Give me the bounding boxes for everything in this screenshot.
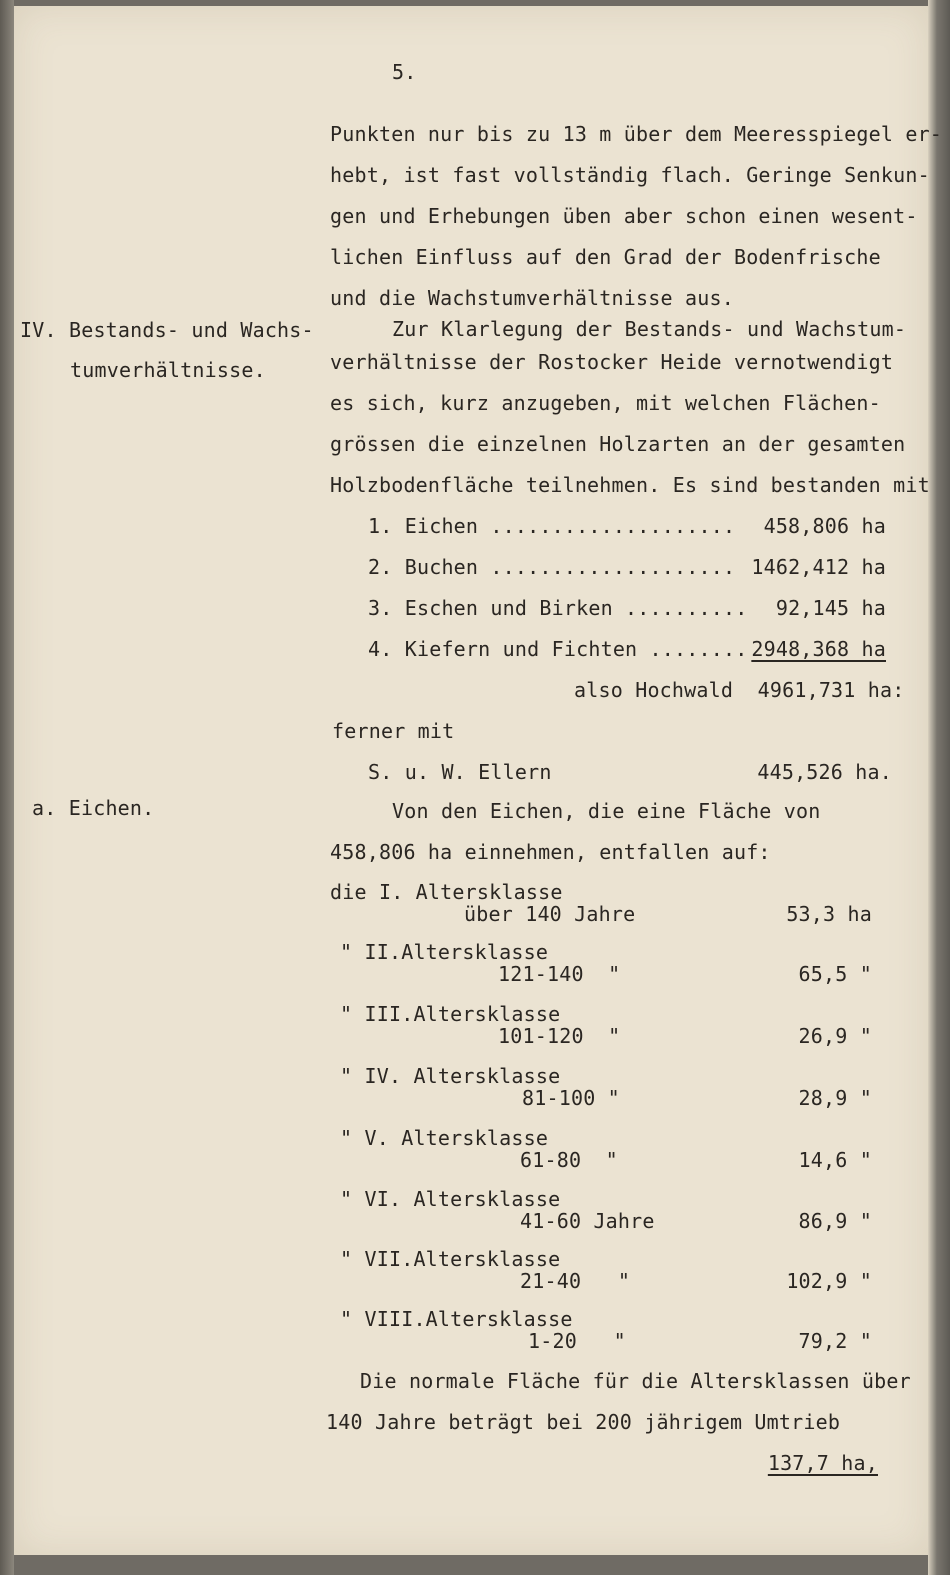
age-class-label: " IV. Altersklasse <box>340 1064 561 1088</box>
paragraph1-line: gen und Erhebungen üben aber schon einen wesent- <box>330 204 918 228</box>
margin-note-section-iv: IV. Bestands- und Wachs- <box>20 318 314 342</box>
paragraph2-line: Zur Klarlegung der Bestands- und Wachstum- <box>392 317 907 341</box>
wood-type-label: 3. Eschen und Birken .......... <box>368 596 748 620</box>
age-class-range: 21-40 " <box>520 1269 631 1293</box>
wood-type-value: 458,806 ha <box>763 514 886 538</box>
age-class-range: 1-20 " <box>528 1329 626 1353</box>
paragraph1-line: lichen Einfluss auf den Grad der Bodenfrische <box>330 245 881 269</box>
final-value: 137,7 ha, <box>767 1451 878 1475</box>
wood-type-label: 1. Eichen .................... <box>368 514 736 538</box>
age-class-value: 14,6 " <box>798 1148 872 1172</box>
page-right-edge <box>928 0 950 1575</box>
age-class-label: die I. Altersklasse <box>330 880 563 904</box>
age-class-label: " III.Altersklasse <box>340 1002 561 1026</box>
age-class-value: 102,9 " <box>786 1269 872 1293</box>
paragraph1-line: Punkten nur bis zu 13 m über dem Meeresspiegel er- <box>330 122 943 146</box>
paragraph2-line: es sich, kurz anzugeben, mit welchen Flächen- <box>330 391 881 415</box>
age-class-value: 26,9 " <box>798 1024 872 1048</box>
age-class-value: 79,2 " <box>798 1329 872 1353</box>
age-class-label: " II.Altersklasse <box>340 940 549 964</box>
wood-type-value: 92,145 ha <box>775 596 886 620</box>
age-class-value: 53,3 ha <box>786 902 872 926</box>
paragraph2-line: grössen die einzelnen Holzarten an der gesamten <box>330 432 906 456</box>
paragraph3-line: 458,806 ha einnehmen, entfallen auf: <box>330 840 771 864</box>
wood-type-value: 2948,368 ha <box>751 637 886 661</box>
age-class-label: " VIII.Altersklasse <box>340 1307 573 1331</box>
ellern-value: 445,526 ha. <box>757 760 892 784</box>
wood-type-value: 1462,412 ha <box>751 555 886 579</box>
age-class-label: " VII.Altersklasse <box>340 1247 561 1271</box>
ellern-label: S. u. W. Ellern <box>368 760 552 784</box>
ferner-line: ferner mit <box>332 719 455 743</box>
age-class-range: über 140 Jahre <box>464 902 636 926</box>
wood-type-label: 2. Buchen .................... <box>368 555 736 579</box>
paragraph4-line: 140 Jahre beträgt bei 200 jährigem Umtrieb <box>326 1410 841 1434</box>
wood-type-label: 4. Kiefern und Fichten ........ <box>368 637 748 661</box>
hochwald-total: also Hochwald 4961,731 ha: <box>574 678 905 702</box>
age-class-range: 121-140 " <box>498 962 621 986</box>
age-class-range: 81-100 " <box>522 1086 620 1110</box>
age-class-range: 41-60 Jahre <box>520 1209 655 1233</box>
margin-note-eichen: a. Eichen. <box>32 796 155 820</box>
age-class-value: 65,5 " <box>798 962 872 986</box>
paragraph1-line: und die Wachstumverhältnisse aus. <box>330 286 734 310</box>
paragraph2-line: verhältnisse der Rostocker Heide vernotwendigt <box>330 350 894 374</box>
page-number: 5. <box>392 60 417 84</box>
paragraph4-line: Die normale Fläche für die Altersklassen über <box>360 1369 911 1393</box>
paragraph2-line: Holzbodenfläche teilnehmen. Es sind bestanden mit <box>330 473 930 497</box>
age-class-range: 101-120 " <box>498 1024 621 1048</box>
paragraph3-line: Von den Eichen, die eine Fläche von <box>392 799 821 823</box>
margin-note-section-iv-cont: tumverhältnisse. <box>70 358 266 382</box>
document-page <box>14 6 943 1555</box>
age-class-label: " VI. Altersklasse <box>340 1187 561 1211</box>
age-class-value: 28,9 " <box>798 1086 872 1110</box>
page-left-edge <box>0 0 14 1575</box>
age-class-value: 86,9 " <box>798 1209 872 1233</box>
paragraph1-line: hebt, ist fast vollständig flach. Geringe Senkun- <box>330 163 930 187</box>
age-class-label: " V. Altersklasse <box>340 1126 549 1150</box>
age-class-range: 61-80 " <box>520 1148 618 1172</box>
